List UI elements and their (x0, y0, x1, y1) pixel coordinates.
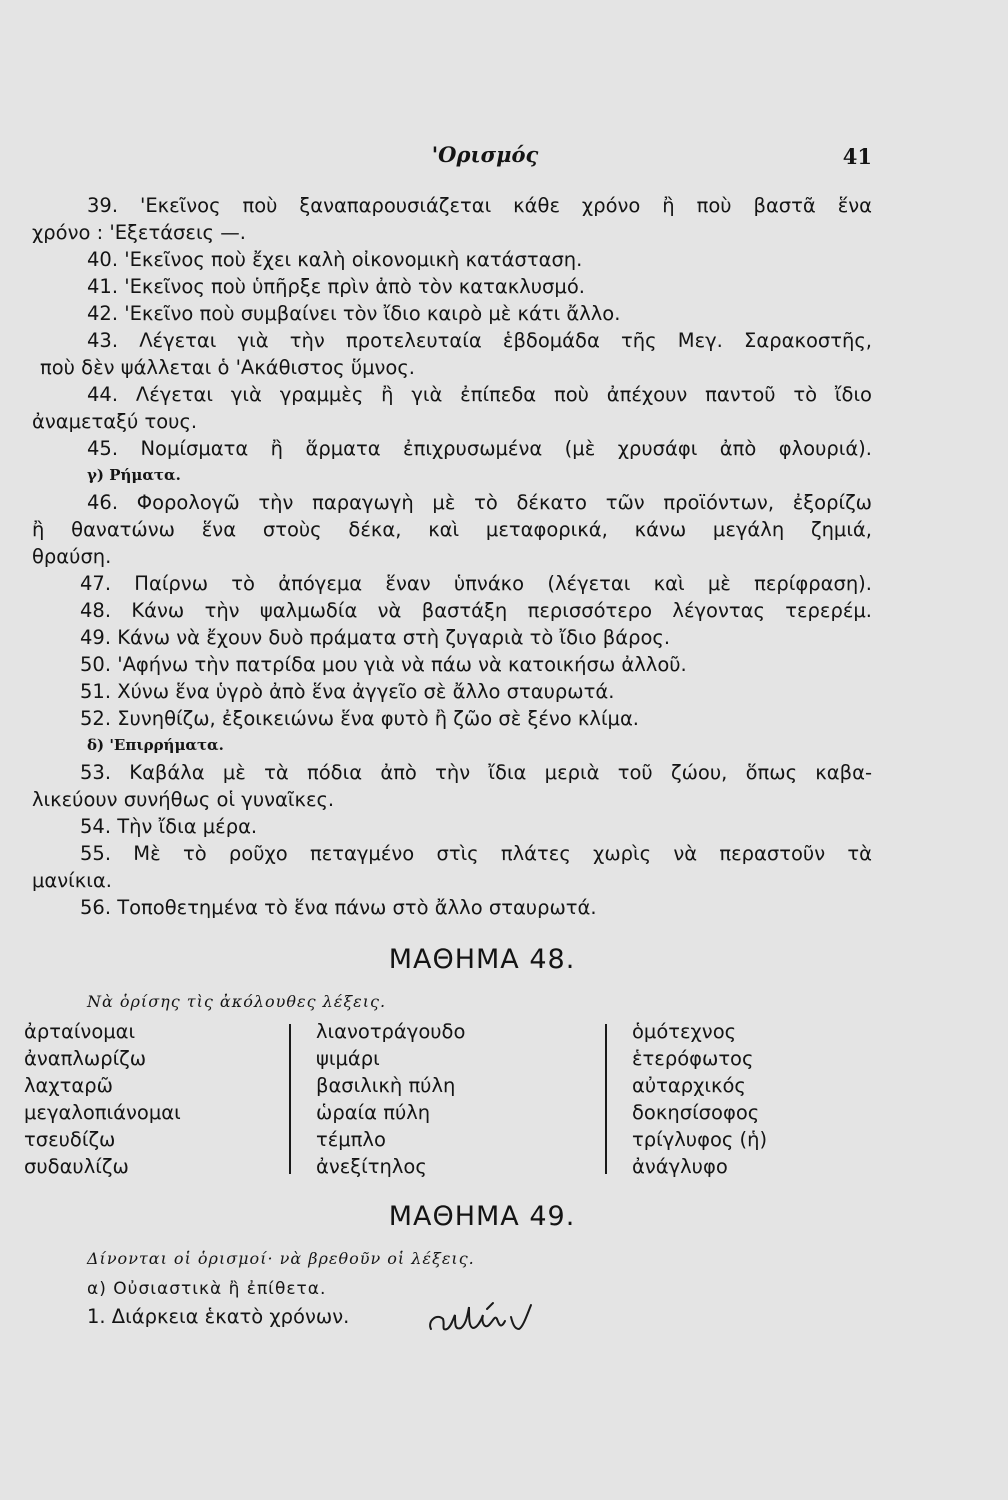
entry-40: 40. 'Εκεῖνος ποὺ ἔχει καλὴ οἰκονομικὴ κατάσταση. (87, 248, 583, 271)
entry-46-line-1: 46. Φορολογῶ τὴν παραγωγὴ μὲ τὸ δέκατο τῶν προϊόντων, ἐξορίζω (87, 491, 872, 514)
word-item: τσευδίζω (24, 1128, 116, 1151)
entry-53-line-2: λικεύουν συνήθως οἱ γυναῖκες. (32, 788, 335, 811)
word-item: ἀνεξίτηλος (316, 1155, 427, 1178)
word-item: ἀνάγλυφο (632, 1155, 728, 1178)
entry-55-line-1: 55. Μὲ τὸ ροῦχο πεταγμένο στὶς πλάτες χωρὶς νὰ περαστοῦν τὰ (80, 842, 872, 865)
entry-56: 56. Τοποθετημένα τὸ ἕνα πάνω στὸ ἄλλο σταυρωτά. (80, 896, 597, 919)
word-item: τέμπλο (316, 1128, 386, 1151)
entry-41: 41. 'Εκεῖνος ποὺ ὑπῆρξε πρὶν ἀπὸ τὸν κατακλυσμό. (87, 275, 585, 298)
definitions-list (32, 192, 872, 1019)
column-divider (605, 1024, 607, 1174)
entry-47: 47. Παίρνω τὸ ἀπόγεμα ἕναν ὑπνάκο (λέγεται καὶ μὲ περίφραση). (80, 572, 872, 595)
word-item: λιανοτράγουδο (316, 1020, 466, 1043)
entry-48: 48. Κάνω τὴν ψαλμωδία νὰ βαστάξη περισσότερο λέγοντας τερερέμ. (80, 599, 872, 622)
word-column-3 (632, 1018, 767, 1180)
lesson-48-word-columns (24, 1018, 874, 1180)
word-item: ἀναπλωρίζω (24, 1047, 147, 1070)
word-item: τρίγλυφος (ἡ) (632, 1128, 768, 1151)
entry-45: 45. Νομίσματα ἢ ἅρματα ἐπιχρυσωμένα (μὲ χρυσάφι ἀπὸ φλουριά). (87, 437, 872, 460)
lesson-49-item-1: 1. Διάρκεια ἑκατὸ χρόνων. (87, 1305, 350, 1328)
lesson-49-title: ΜΑΘΗΜΑ 49. (388, 1201, 576, 1232)
word-column-1 (24, 1018, 181, 1180)
lesson-49-instruction: Δίνονται οἱ ὁρισμοί· νὰ βρεθοῦν οἱ λέξεις. (87, 1249, 475, 1268)
entry-53-line-1: 53. Καβάλα μὲ τὰ πόδια ἀπὸ τὴν ἴδια μεριὰ τοῦ ζώου, ὅπως καβα- (80, 761, 872, 784)
word-item: λαχταρῶ (24, 1074, 113, 1097)
entry-43-line-2: ποὺ δὲν ψάλλεται ὁ 'Ακάθιστος ὕμνος. (40, 356, 415, 379)
entry-39-line-1: 39. 'Εκεῖνος ποὺ ξαναπαρουσιάζεται κάθε χρόνο ἢ ποὺ βαστᾶ ἕνα (87, 194, 872, 217)
entry-52: 52. Συνηθίζω, ἐξοικειώνω ἕνα φυτὸ ἢ ζῶο σὲ ξένο κλίμα. (80, 707, 639, 730)
entry-42: 42. 'Εκεῖνο ποὺ συμβαίνει τὸν ἴδιο καιρὸ μὲ κάτι ἄλλο. (87, 302, 621, 325)
entry-46-line-3: θραύση. (32, 545, 112, 568)
entry-54: 54. Τὴν ἴδια μέρα. (80, 815, 258, 838)
entry-44-line-1: 44. Λέγεται γιὰ γραμμὲς ἢ γιὰ ἐπίπεδα ποὺ ἀπέχουν παντοῦ τὸ ἴδιο (87, 383, 872, 406)
subheading-adverbs: δ) 'Επιρρήματα. (87, 736, 224, 754)
word-item: ὡραία πύλη (316, 1101, 431, 1124)
word-item: αὐταρχικός (632, 1074, 746, 1097)
handwritten-answer (425, 1295, 535, 1337)
word-item: μεγαλοπιάνομαι (24, 1101, 181, 1124)
entry-43-line-1: 43. Λέγεται γιὰ τὴν προτελευταία ἑβδομάδα τῆς Μεγ. Σαρακοστῆς, (87, 329, 872, 352)
subheading-nouns-adjectives: α) Οὐσιαστικὰ ἢ ἐπίθετα. (87, 1279, 327, 1299)
entry-55-line-2: μανίκια. (32, 869, 112, 892)
entry-51: 51. Χύνω ἕνα ὑγρὸ ἀπὸ ἕνα ἀγγεῖο σὲ ἄλλο σταυρωτά. (80, 680, 615, 703)
entry-39-line-2: χρόνο : 'Εξετάσεις —. (32, 221, 246, 244)
lesson-48-title: ΜΑΘΗΜΑ 48. (388, 944, 576, 975)
entry-49: 49. Κάνω νὰ ἔχουν δυὸ πράματα στὴ ζυγαριὰ τὸ ἴδιο βάρος. (80, 626, 671, 649)
running-header-title: 'Ορισμός (431, 142, 539, 167)
word-item: ὁμότεχνος (632, 1020, 737, 1043)
word-item: δοκησίσοφος (632, 1101, 760, 1124)
lesson-48-instruction: Νὰ ὁρίσης τὶς ἀκόλουθες λέξεις. (87, 992, 387, 1011)
word-item: ἑτερόφωτος (632, 1047, 754, 1070)
subheading-verbs: γ) Ρήματα. (87, 466, 181, 484)
entry-50: 50. 'Αφήνω τὴν πατρίδα μου γιὰ νὰ πάω νὰ κατοικήσω ἀλλοῦ. (80, 653, 687, 676)
entry-46-line-2: ἢ θανατώνω ἕνα στοὺς δέκα, καὶ μεταφορικά, κάνω μεγάλη ζημιά, (32, 518, 872, 541)
column-divider (289, 1024, 291, 1174)
entry-44-line-2: ἀναμεταξύ τους. (32, 410, 198, 433)
word-item: βασιλικὴ πύλη (316, 1074, 456, 1097)
page-number: 41 (842, 144, 872, 169)
word-item: ἀρταίνομαι (24, 1020, 136, 1043)
word-item: ψιμάρι (316, 1047, 380, 1070)
word-column-2 (316, 1018, 465, 1180)
word-item: συδαυλίζω (24, 1155, 129, 1178)
